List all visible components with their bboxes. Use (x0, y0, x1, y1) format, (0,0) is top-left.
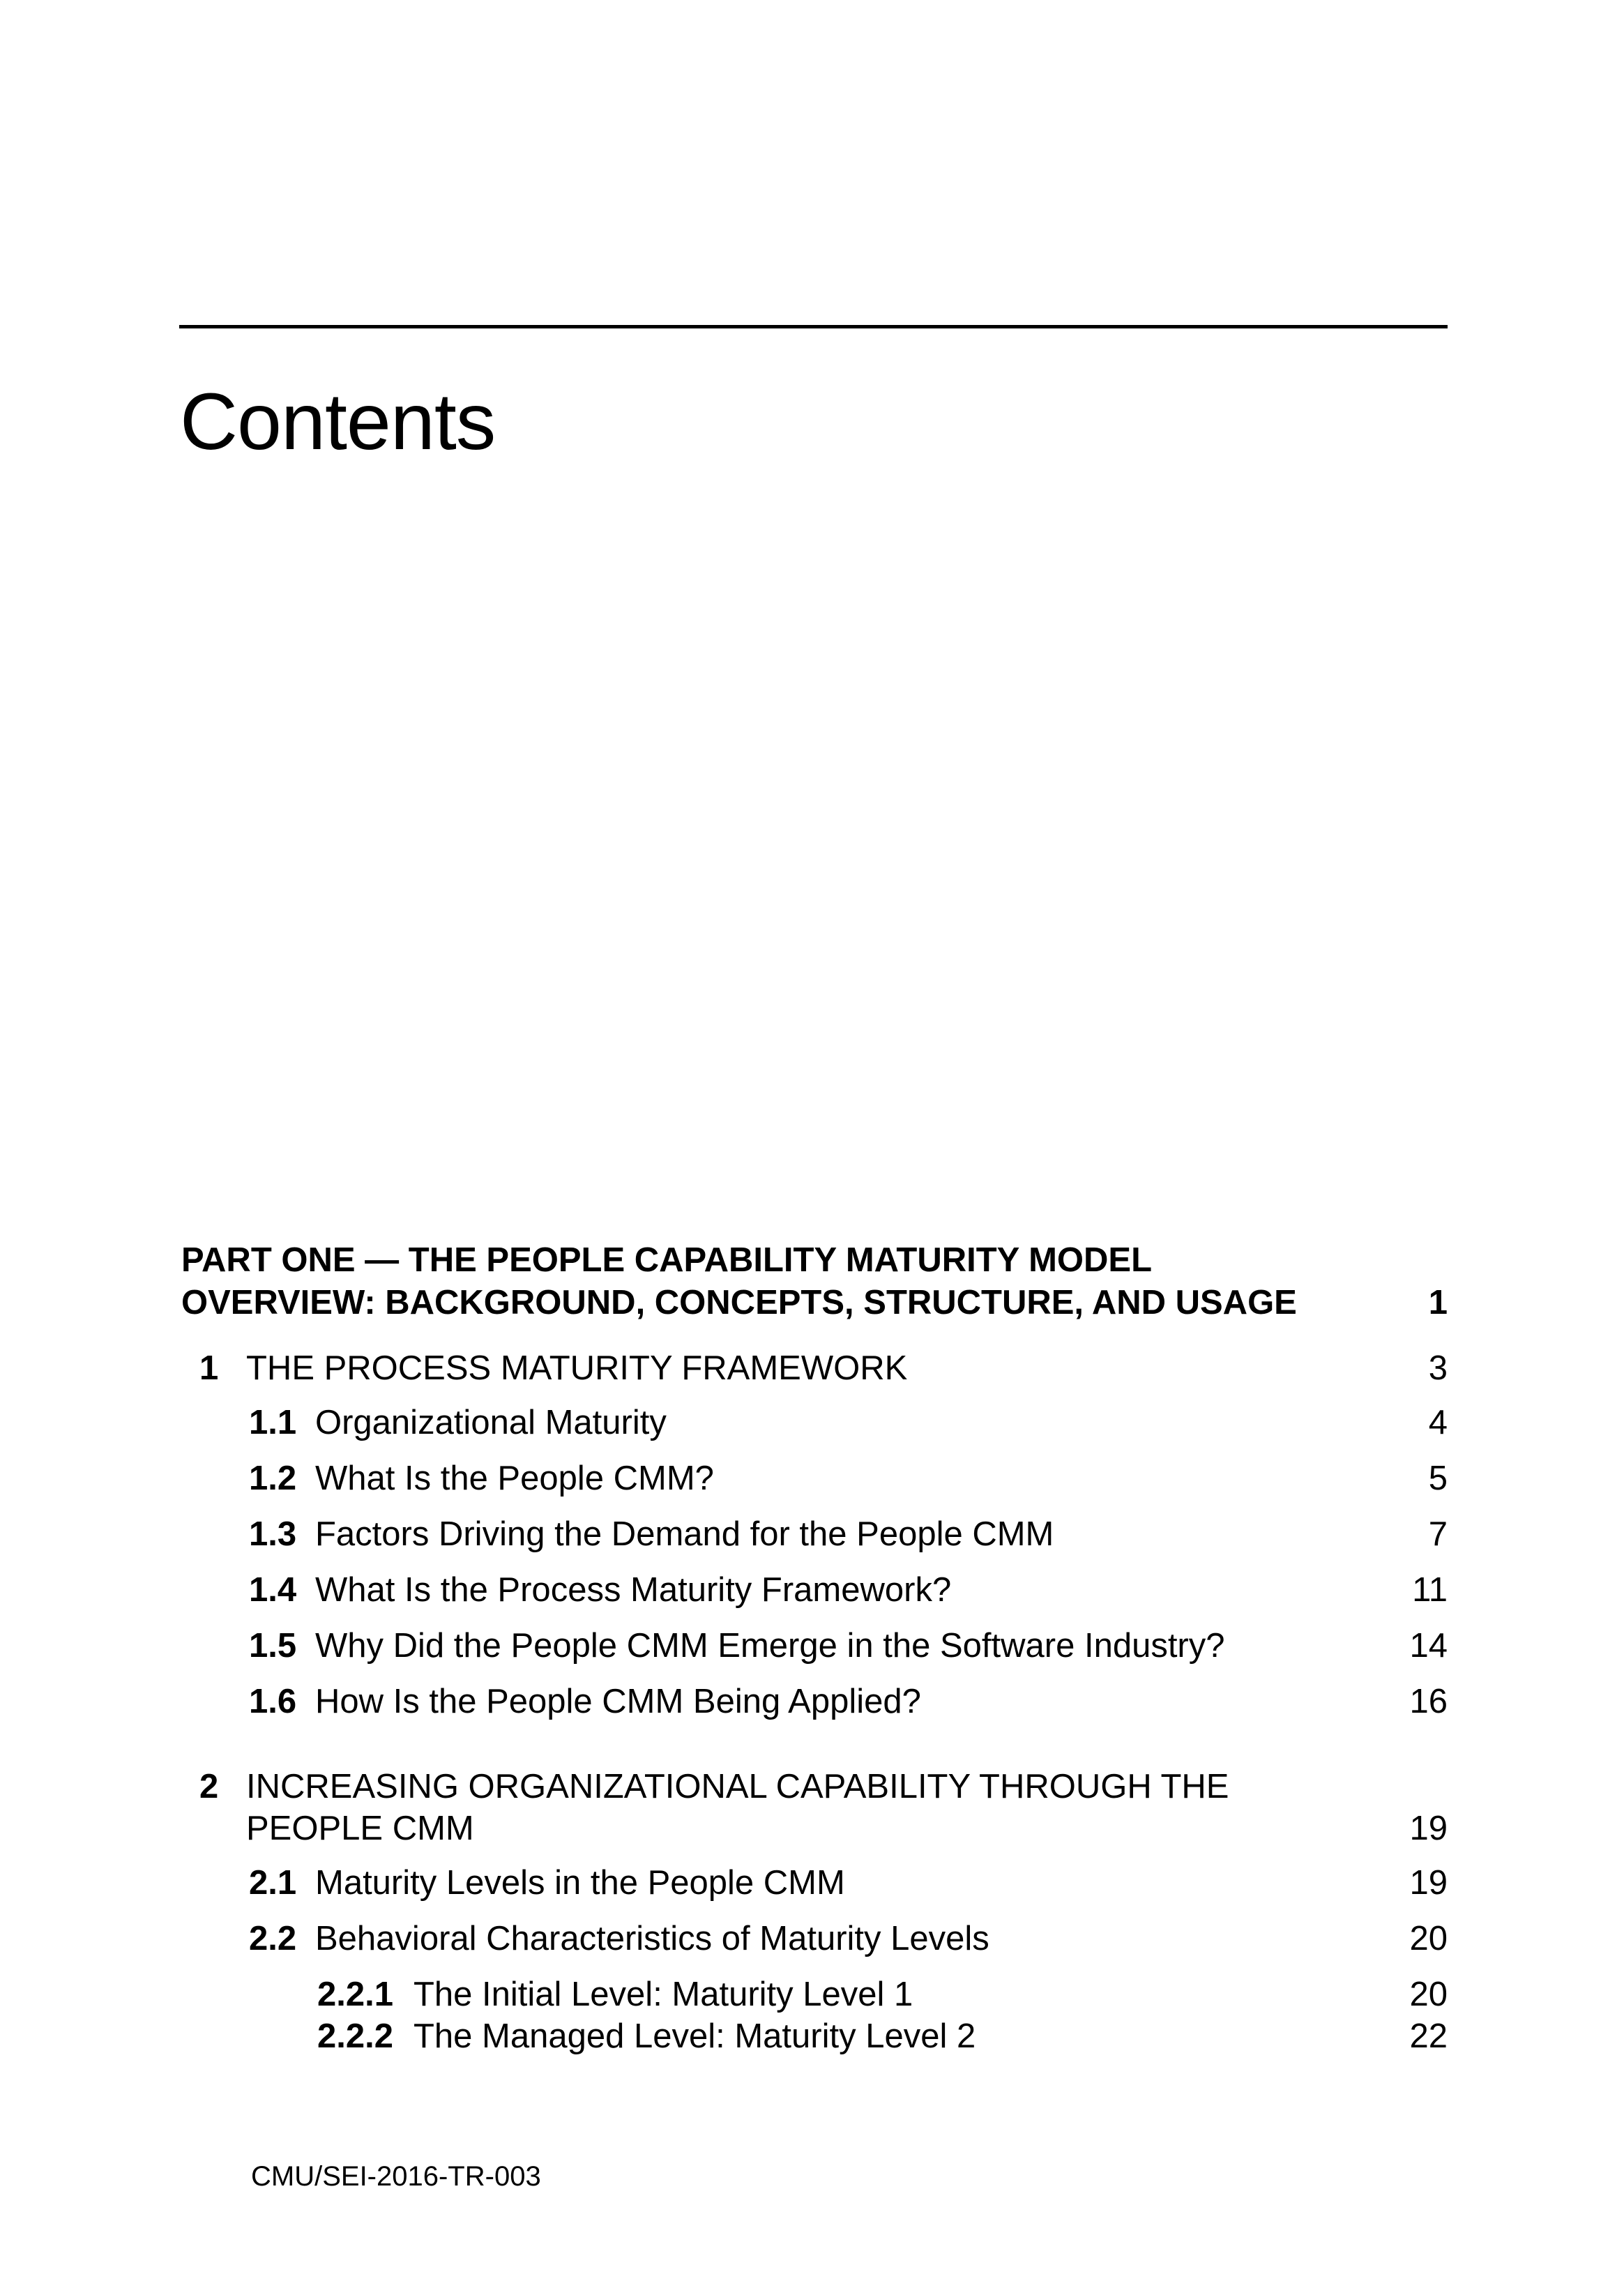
toc-subsection-2-2-1[interactable] (0, 1978, 1624, 2012)
toc-chapter-2-line2[interactable] (0, 1812, 1624, 1846)
toc-page-number: 7 (1428, 1515, 1448, 1553)
toc-page-number: 16 (1409, 1683, 1448, 1720)
page-title: Contents (180, 377, 496, 467)
toc-chapter-number: 2 (199, 1768, 219, 1805)
toc-section-number: 2.2 (249, 1920, 297, 1957)
toc-page-number: 3 (1428, 1349, 1448, 1387)
toc-section-number: 1.2 (249, 1460, 297, 1497)
toc-section-2-2[interactable] (0, 1922, 1624, 1956)
toc-section-number: 1.6 (249, 1683, 297, 1720)
toc-subsection-title: The Initial Level: Maturity Level 1 (413, 1976, 913, 2013)
toc-chapter-title: THE PROCESS MATURITY FRAMEWORK (246, 1349, 908, 1387)
toc-section-1-6[interactable] (0, 1685, 1624, 1719)
toc-section-1-5[interactable] (0, 1629, 1624, 1663)
toc-page-number: 22 (1409, 2017, 1448, 2055)
toc-page-number: 14 (1409, 1627, 1448, 1665)
toc-page-number: 19 (1409, 1864, 1448, 1902)
toc-subsection-2-2-2[interactable] (0, 2017, 1624, 2055)
toc-section-1-1[interactable] (0, 1406, 1624, 1440)
toc-chapter-title-line1: INCREASING ORGANIZATIONAL CAPABILITY THROUGH THE (246, 1768, 1229, 1805)
title-rule (179, 325, 1448, 328)
toc-section-1-4[interactable] (0, 1573, 1624, 1607)
toc-page-number: 11 (1412, 1571, 1448, 1609)
toc-section-number: 2.1 (249, 1864, 297, 1902)
toc-part-title-line1: PART ONE — THE PEOPLE CAPABILITY MATURITY MODEL (181, 1241, 1153, 1279)
toc-chapter-1[interactable] (0, 1351, 1624, 1386)
toc-section-number: 1.1 (249, 1404, 297, 1441)
toc-section-title: What Is the Process Maturity Framework? (315, 1571, 952, 1609)
toc-page-number: 1 (1428, 1284, 1448, 1321)
toc-section-title: Behavioral Characteristics of Maturity Levels (315, 1920, 989, 1957)
toc-section-1-3[interactable] (0, 1517, 1624, 1552)
toc-part-title-line2: OVERVIEW: BACKGROUND, CONCEPTS, STRUCTURE, AND USAGE (181, 1284, 1297, 1321)
toc-section-number: 1.4 (249, 1571, 297, 1609)
toc-subsection-title: The Managed Level: Maturity Level 2 (413, 2017, 976, 2055)
toc-page-number: 19 (1409, 1810, 1448, 1847)
report-id-footer: CMU/SEI-2016-TR-003 (251, 2161, 541, 2192)
toc-subsection-number: 2.2.2 (317, 2017, 393, 2055)
toc-section-title: Organizational Maturity (315, 1404, 667, 1441)
toc-section-title: Why Did the People CMM Emerge in the Software Industry? (315, 1627, 1225, 1665)
toc-section-number: 1.5 (249, 1627, 297, 1665)
toc-part-heading-line1[interactable] (0, 1243, 1624, 1278)
toc-part-heading-line2[interactable] (0, 1286, 1624, 1320)
toc-subsection-number: 2.2.1 (317, 1976, 393, 2013)
toc-section-1-2[interactable] (0, 1462, 1624, 1496)
toc-section-title: Maturity Levels in the People CMM (315, 1864, 845, 1902)
toc-chapter-2-line1[interactable] (0, 1770, 1624, 1804)
toc-chapter-title-line2: PEOPLE CMM (246, 1810, 474, 1847)
toc-page-number: 4 (1428, 1404, 1448, 1441)
toc-page-number: 20 (1409, 1976, 1448, 2013)
toc-section-title: How Is the People CMM Being Applied? (315, 1683, 921, 1720)
toc-page-number: 20 (1409, 1920, 1448, 1957)
toc-section-title: What Is the People CMM? (315, 1460, 714, 1497)
toc-section-number: 1.3 (249, 1515, 297, 1553)
toc-chapter-number: 1 (199, 1349, 219, 1387)
toc-section-2-1[interactable] (0, 1866, 1624, 1900)
toc-page-number: 5 (1428, 1460, 1448, 1497)
toc-section-title: Factors Driving the Demand for the People CMM (315, 1515, 1054, 1553)
